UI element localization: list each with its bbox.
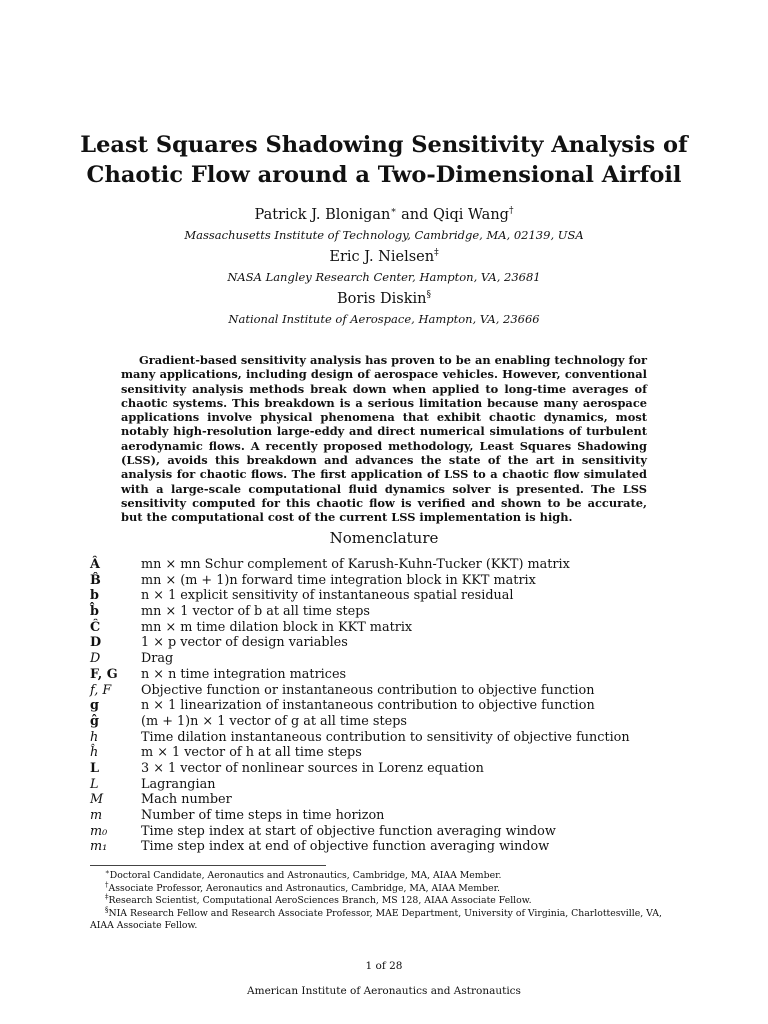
nomenclature-symbol: b̂ <box>90 604 99 620</box>
nomenclature-definition: Lagrangian <box>141 776 216 792</box>
footnote-text: Associate Professor, Aeronautics and Astronautics, Cambridge, MA, AIAA Member. <box>108 882 500 894</box>
author-name: Eric J. Nielsen <box>329 249 435 265</box>
nomenclature-row <box>90 667 690 683</box>
nomenclature-symbol: D <box>90 651 101 667</box>
nomenclature-row <box>90 620 690 636</box>
author-line-2 <box>0 247 768 268</box>
nomenclature-heading: Nomenclature <box>329 529 439 547</box>
footnote-mark: ∗ <box>390 206 397 217</box>
nomenclature-symbol: L <box>90 776 99 792</box>
nomenclature-symbol: M <box>90 792 104 808</box>
paper-title <box>0 130 768 190</box>
nomenclature-definition: mn × (m + 1)n forward time integration block in KKT matrix <box>141 572 536 588</box>
footnote <box>90 905 680 933</box>
nomenclature-symbol: Â <box>90 557 100 572</box>
nomenclature-definition: Drag <box>141 651 174 667</box>
author-name: Boris Diskin <box>337 291 427 307</box>
nomenclature-definition: Objective function or instantaneous contribution to objective function <box>141 682 595 698</box>
footnote-text: Doctoral Candidate, Aeronautics and Astronautics, Cambridge, MA, AIAA Member. <box>109 870 502 881</box>
author-line-3 <box>0 289 768 310</box>
footnote-text: NIA Research Fellow and Research Associate Professor, MAE Department, University of Virginia, Charlottesville, VA, AIAA Associate Fellow. <box>90 907 662 931</box>
nomenclature-symbol: B̂ <box>90 572 101 588</box>
nomenclature-definition: mn × m time dilation block in KKT matrix <box>141 619 413 635</box>
nomenclature-definition: (m + 1)n × 1 vector of g at all time steps <box>141 713 407 729</box>
nomenclature-row <box>90 808 690 824</box>
nomenclature-definition: Time step index at start of objective function averaging window <box>141 823 556 839</box>
nomenclature-definition: 1 × p vector of design variables <box>141 635 348 651</box>
nomenclature-row <box>90 635 690 651</box>
nomenclature-definition: Time dilation instantaneous contribution to sensitivity of objective function <box>141 729 630 745</box>
nomenclature-definition: Time step index at end of objective function averaging window <box>141 839 550 855</box>
nomenclature-symbol: m₀ <box>90 823 108 839</box>
author-name: Qiqi Wang <box>432 207 509 223</box>
author-conjunction: and <box>396 207 433 223</box>
nomenclature-definition: Mach number <box>141 792 232 808</box>
nomenclature-definition: mn × 1 vector of b at all time steps <box>141 604 370 620</box>
nomenclature-row <box>90 604 690 620</box>
footnote-mark: ∗ <box>105 867 110 876</box>
nomenclature-row <box>90 745 690 761</box>
affiliation: Massachusetts Institute of Technology, Cambridge, MA, 02139, USA <box>184 228 584 242</box>
page-footer: American Institute of Aeronautics and Astronautics <box>247 985 521 997</box>
nomenclature-definition: Number of time steps in time horizon <box>141 808 385 823</box>
footnote-rule <box>90 865 326 866</box>
nomenclature-row <box>90 714 690 730</box>
nomenclature-symbol: D <box>90 635 102 651</box>
nomenclature-symbol: b <box>90 588 99 604</box>
page-number: 1 of 28 <box>365 960 403 972</box>
nomenclature-row <box>90 573 690 589</box>
nomenclature-row <box>90 792 690 808</box>
footnote-mark: § <box>105 905 109 914</box>
nomenclature-symbol: h <box>90 729 99 745</box>
title-line-1: Least Squares Shadowing Sensitivity Analysis of <box>80 132 688 158</box>
nomenclature-symbol: L <box>90 760 99 776</box>
nomenclature-row <box>90 588 690 604</box>
nomenclature-row <box>90 698 690 714</box>
author-line-1 <box>0 205 768 226</box>
footnote-mark: ‡ <box>434 248 439 259</box>
nomenclature-definition: m × 1 vector of h at all time steps <box>141 745 362 761</box>
nomenclature-definition: n × 1 explicit sensitivity of instantaneous spatial residual <box>141 588 514 604</box>
nomenclature-symbol: m <box>90 808 103 823</box>
nomenclature-row <box>90 557 690 573</box>
footnote-mark: † <box>105 880 109 889</box>
nomenclature-definition: mn × mn Schur complement of Karush-Kuhn-Tucker (KKT) matrix <box>141 557 570 572</box>
nomenclature-symbol: F, G <box>90 666 118 682</box>
footnote-mark: † <box>508 206 514 217</box>
nomenclature-row <box>90 730 690 746</box>
nomenclature-definition: 3 × 1 vector of nonlinear sources in Lorenz equation <box>141 760 484 776</box>
footnote-mark: § <box>426 290 431 301</box>
affiliation: National Institute of Aerospace, Hampton, VA, 23666 <box>228 312 540 326</box>
nomenclature-definition: n × 1 linearization of instantaneous contribution to objective function <box>141 698 595 714</box>
author-block <box>0 205 768 331</box>
nomenclature-row <box>90 651 690 667</box>
title-line-2: Chaotic Flow around a Two-Dimensional Airfoil <box>86 162 682 188</box>
nomenclature-row <box>90 683 690 699</box>
footnote-mark: ‡ <box>105 892 109 901</box>
footnote <box>90 867 680 883</box>
nomenclature-symbol: f, F <box>90 682 112 698</box>
nomenclature-symbol: Ĉ <box>90 619 101 635</box>
nomenclature-row <box>90 824 690 840</box>
nomenclature-row <box>90 839 690 855</box>
footnotes <box>90 867 680 933</box>
nomenclature-symbol: g <box>90 698 99 714</box>
footnote <box>90 892 680 908</box>
abstract: Gradient-based sensitivity analysis has proven to be an enabling technology for many applications, including design of aerospace vehicles. However, conventional sensitivity analysis methods break down when applied to long-time averages of chaotic systems. This breakdown is a serious limitation because many aerospace applications involve physical phenomena that exhibit chaotic dynamics, most notably high-resolution large-eddy and direct numerical simulations of turbulent aerodynamic flows. A recently proposed methodology, Least Squares Shadowing (LSS), avoids this breakdown and advances the state of the art in sensitivity analysis for chaotic flows. The first application of LSS to a chaotic flow simulated with a large-scale computational fluid dynamics solver is presented. The LSS sensitivity computed for this chaotic flow is verified and shown to be accurate, but the computational cost of the current LSS implementation is high. <box>121 353 647 525</box>
author-name: Patrick J. Blonigan <box>254 207 391 223</box>
footnote-text: Research Scientist, Computational AeroSciences Branch, MS 128, AIAA Associate Fellow. <box>108 895 532 906</box>
nomenclature-row <box>90 761 690 777</box>
nomenclature-symbol: ĝ <box>90 713 99 729</box>
footnote <box>90 880 680 896</box>
affiliation: NASA Langley Research Center, Hampton, VA, 23681 <box>227 270 541 284</box>
nomenclature-symbol: ĥ <box>90 745 99 761</box>
nomenclature-symbol: m₁ <box>90 839 108 855</box>
nomenclature-row <box>90 777 690 793</box>
nomenclature-list <box>90 557 690 855</box>
nomenclature-definition: n × n time integration matrices <box>141 666 347 682</box>
